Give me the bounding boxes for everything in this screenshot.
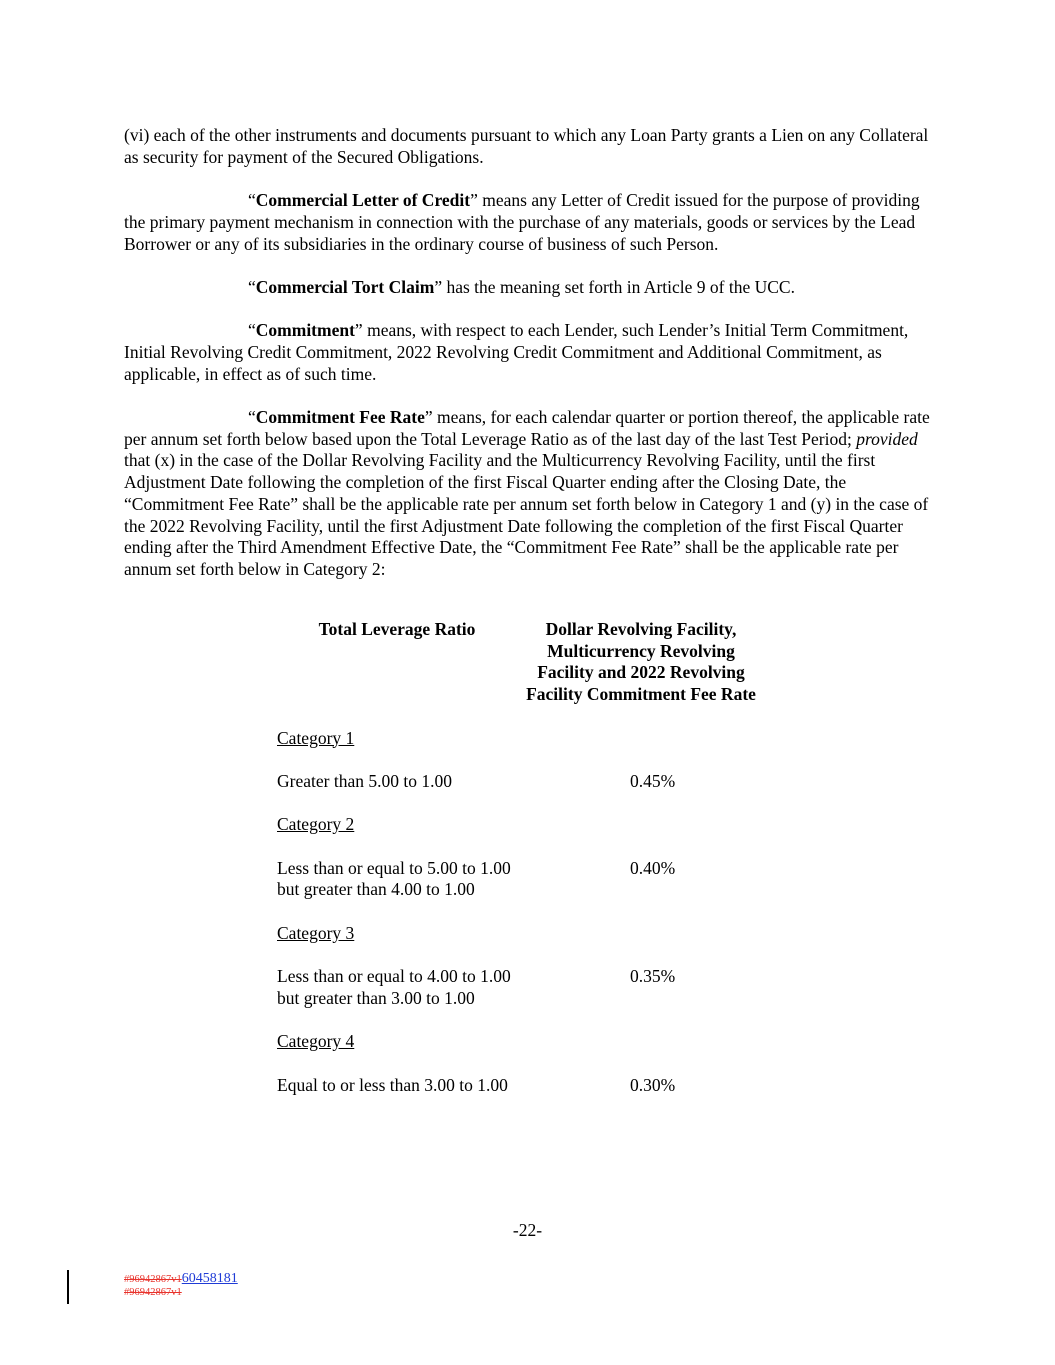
page-number: -22- (512, 1220, 543, 1240)
definition-commitment: “Commitment” means, with respect to each Lender, such Lender’s Initial Term Commitment, Initial Revolving Credit Commitment, 2022 Revolving Credit Commitment and Additional Commitment, as applicable, in effect as of such time. (124, 320, 909, 384)
table-row (277, 1075, 797, 1097)
category-label: Category 1 (277, 727, 355, 748)
defined-term: Commitment Fee Rate (255, 407, 425, 428)
definition-commitment-fee-rate: “Commitment Fee Rate” means, for each calendar quarter or portion thereof, the applicable rate per annum set forth below based upon the Total Leverage Ratio as of the last day of the last Test Period; provided that (x) in the case of the Dollar Revolving Facility and the Multicurrency Revolving Facility, until the first Adjustment Date following the completion of the first Fiscal Quarter ending after the Closing Date, the “Commitment Fee Rate” shall be the applicable rate per annum set forth below in Category 1 and (y) in the case of the 2022 Revolving Facility, until the first Adjustment Date following the completion of the first Fiscal Quarter ending after the Third Amendment Effective Date, the “Commitment Fee Rate” shall be the applicable rate per annum set forth below in Category 2: (124, 407, 930, 579)
paragraph-collateral-documents: (vi) each of the other instruments and documents pursuant to which any Loan Party grants a Lien on any Collateral as security for payment of the Secured Obligations. (124, 125, 929, 167)
leverage-range: Less than or equal to 4.00 to 1.00 but greater than 3.00 to 1.00 (277, 966, 511, 1008)
defined-term: Commercial Letter of Credit (255, 190, 471, 211)
category-block (277, 728, 797, 793)
table-header (277, 619, 797, 706)
category-block (277, 923, 797, 1010)
document-body (124, 125, 930, 602)
leverage-range: Less than or equal to 5.00 to 1.00 but greater than 4.00 to 1.00 (277, 857, 511, 900)
definition-commercial-tort-claim: “Commercial Tort Claim” has the meaning set forth in Article 9 of the UCC. (248, 276, 795, 297)
category-label: Category 4 (277, 1031, 355, 1052)
commitment-fee-rate-table (277, 619, 797, 1118)
inserted-document-id: 60458181 (181, 1271, 238, 1286)
change-bar (67, 1270, 69, 1304)
definition-commercial-letter-of-credit: “Commercial Letter of Credit” means any Letter of Credit issued for the purpose of providing the primary payment mechanism in connection with the purchase of any materials, goods or services by the Lead Borrower or any of its subsidiaries in the ordinary course of business of such Person. (124, 190, 920, 254)
document-id-footer (124, 1272, 238, 1299)
fee-rate: 0.40% (630, 857, 676, 878)
fee-rate: 0.45% (630, 770, 676, 791)
header-total-leverage-ratio: Total Leverage Ratio (318, 619, 476, 639)
defined-term: Commercial Tort Claim (255, 276, 435, 297)
table-row (277, 858, 797, 901)
table-row (277, 771, 797, 793)
category-block (277, 1031, 797, 1096)
category-label: Category 3 (277, 922, 355, 943)
header-commitment-fee-rate: Dollar Revolving Facility, Multicurrency Revolving Facility and 2022 Revolving Facility Commitment Fee Rate (526, 619, 756, 705)
defined-term: Commitment (255, 320, 355, 341)
fee-rate: 0.30% (630, 1074, 676, 1095)
category-block (277, 814, 797, 901)
table-row (277, 966, 797, 1009)
deleted-document-id: #96942867v1 (124, 1274, 182, 1285)
category-label: Category 2 (277, 814, 355, 835)
leverage-range: Equal to or less than 3.00 to 1.00 (277, 1074, 508, 1095)
leverage-range: Greater than 5.00 to 1.00 (277, 770, 452, 791)
fee-rate: 0.35% (630, 966, 676, 987)
deleted-document-id-2: #96942867v1 (124, 1287, 182, 1298)
